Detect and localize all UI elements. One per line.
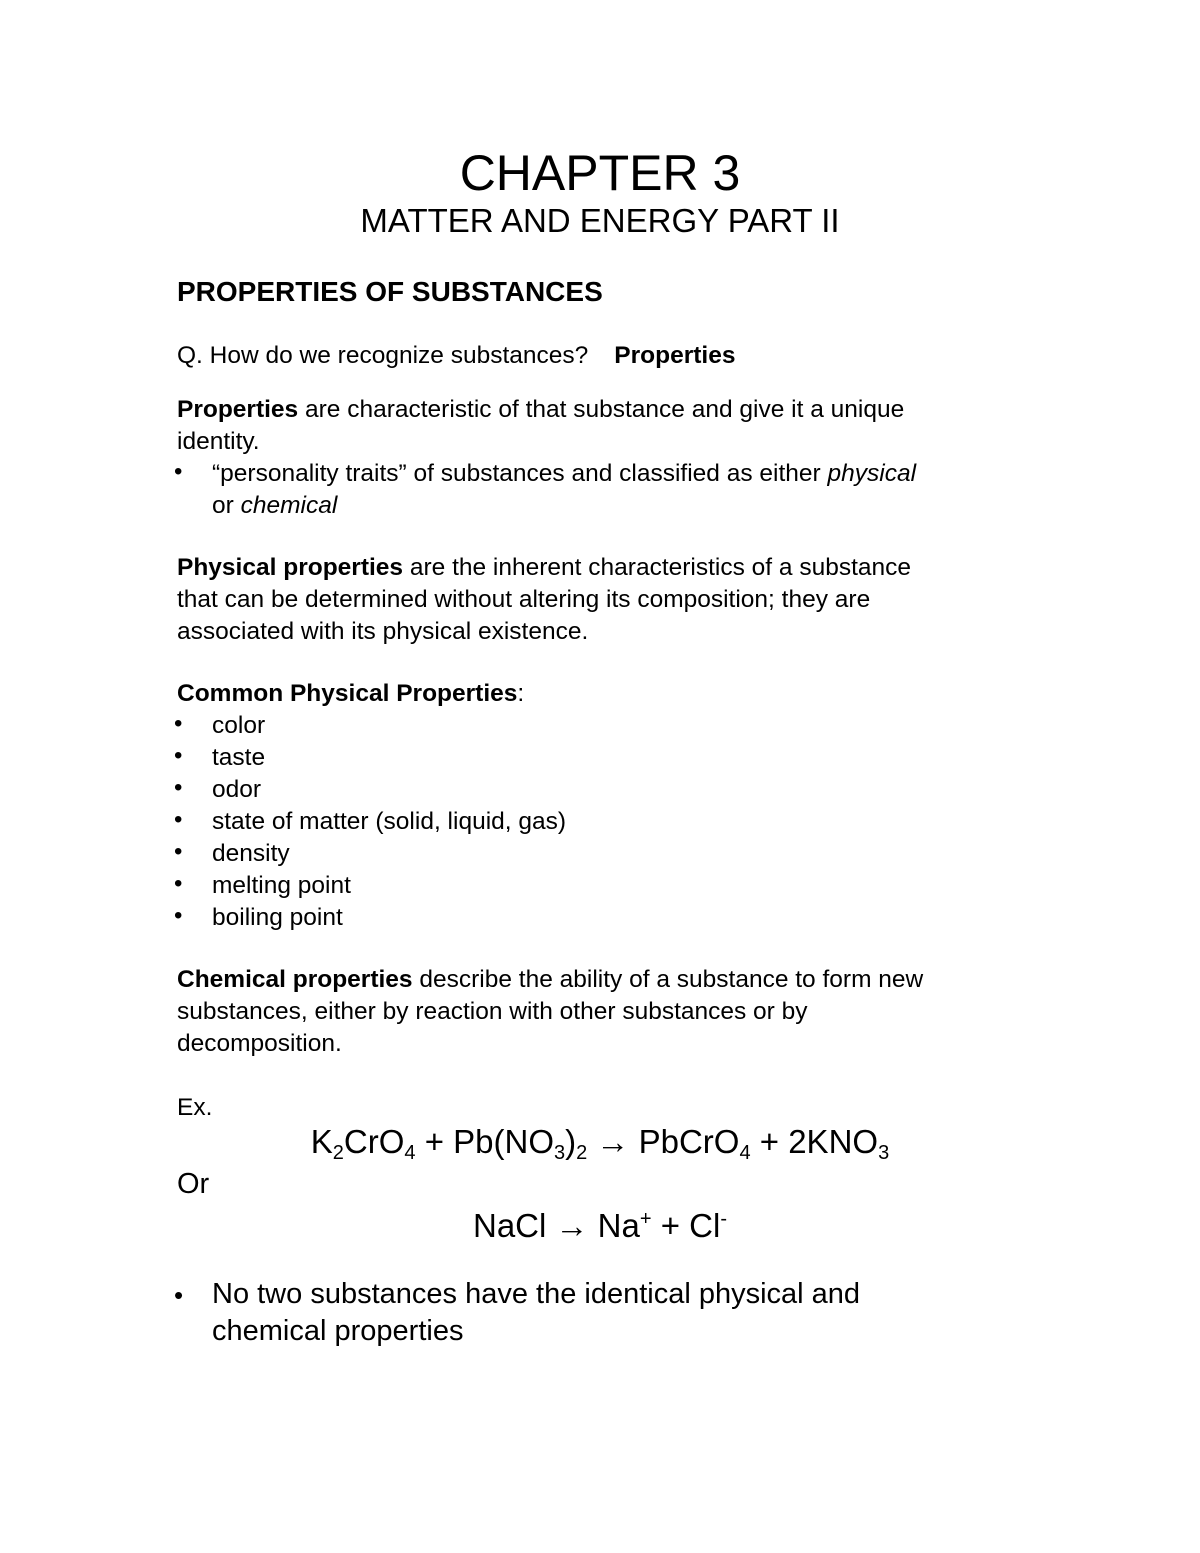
list-item: boiling point xyxy=(212,904,343,931)
bullet-glyph: • xyxy=(174,1280,184,1310)
chemical-properties-line3: decomposition. xyxy=(177,1030,342,1057)
list-item: state of matter (solid, liquid, gas) xyxy=(212,808,567,835)
bullet-glyph: • xyxy=(174,838,183,865)
properties-definition-line1: Properties are characteristic of that substance and give it a unique xyxy=(177,396,905,423)
common-physical-heading: Common Physical Properties: xyxy=(177,680,525,707)
closing-bullet-line1: No two substances have the identical physical and xyxy=(212,1278,861,1310)
list-item: taste xyxy=(212,744,266,771)
physical-properties-line1: Physical properties are the inherent characteristics of a substance xyxy=(177,554,912,581)
physical-properties-line2: that can be determined without altering its composition; they are xyxy=(177,586,871,613)
physical-properties-line3: associated with its physical existence. xyxy=(177,618,589,645)
chapter-subtitle: MATTER AND ENERGY PART II xyxy=(360,202,840,239)
list-item: odor xyxy=(212,776,262,803)
list-item: density xyxy=(212,840,290,867)
chapter-title: CHAPTER 3 xyxy=(459,145,741,201)
question-line xyxy=(177,340,735,372)
chemical-properties-term: Chemical properties xyxy=(177,966,413,993)
personality-traits-line1: “personality traits” of substances and classified as either physical xyxy=(212,460,917,487)
physical-properties-term: Physical properties xyxy=(177,554,404,581)
closing-bullet-line2: chemical properties xyxy=(212,1315,464,1347)
chemical-equation-2: NaCl → Na+ + Cl- xyxy=(472,1207,727,1244)
bullet-glyph: • xyxy=(174,870,183,897)
bullet-glyph: • xyxy=(174,902,183,929)
personality-traits-line2: or chemical xyxy=(212,492,338,519)
question-prompt: Q. How do we recognize substances? xyxy=(177,342,589,369)
bullet-glyph: • xyxy=(174,774,183,801)
bullet-glyph: • xyxy=(174,806,183,833)
or-label: Or xyxy=(177,1168,210,1200)
section-heading: PROPERTIES OF SUBSTANCES xyxy=(177,276,603,307)
chemical-properties-line2: substances, either by reaction with other substances or by xyxy=(177,998,808,1025)
bullet-glyph: • xyxy=(174,458,183,485)
chemical-properties-line1: Chemical properties describe the ability of a substance to form new xyxy=(177,966,924,993)
bullet-glyph: • xyxy=(174,710,183,737)
chemical-equation-1: $K_2CrO_4 + Pb(NO_3)_2$ → PbCrO$_4$ + $2KNO_3$ xyxy=(310,1123,890,1164)
example-label: Ex. xyxy=(177,1094,213,1121)
question-answer: Properties xyxy=(614,342,736,369)
list-item: color xyxy=(212,712,266,739)
properties-term: Properties xyxy=(177,396,299,423)
properties-definition-line2: identity. xyxy=(177,428,260,455)
bullet-glyph: • xyxy=(174,742,183,769)
list-item: melting point xyxy=(212,872,351,899)
